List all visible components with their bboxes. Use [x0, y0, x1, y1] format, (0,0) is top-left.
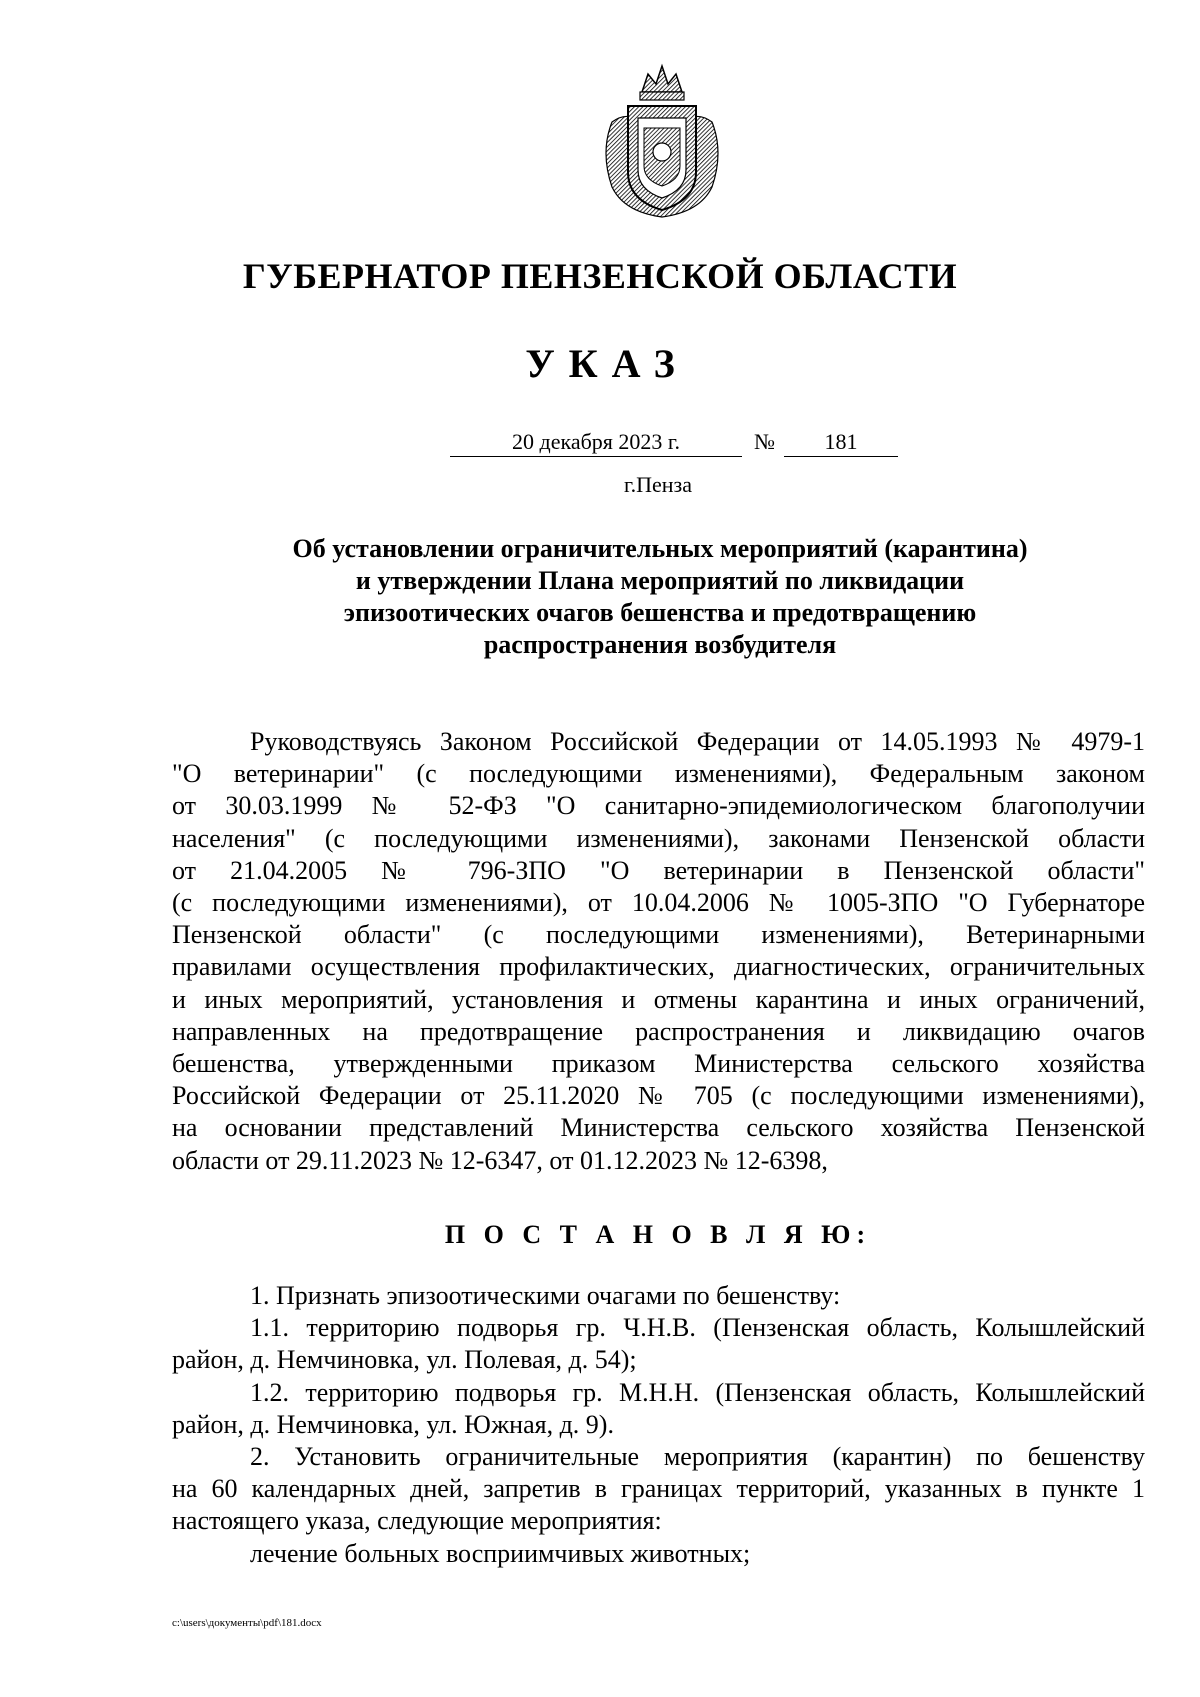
item-line: 1.2. территорию подворья гр. М.Н.Н. (Пензенская область, Колышлейский — [250, 1377, 1145, 1407]
coat-of-arms-emblem — [598, 62, 726, 220]
text-line: "О ветеринарии" (с последующими изменениями), Федеральным законом — [172, 759, 1145, 789]
item-line: район, д. Немчиновка, ул. Южная, д. 9). — [172, 1409, 614, 1439]
resolve-heading: П О С Т А Н О В Л Я Ю: — [444, 1220, 872, 1249]
text-line: на основании представлений Министерства сельского хозяйства Пензенской — [172, 1113, 1145, 1143]
document-type-title: УКАЗ — [525, 341, 689, 386]
text-line: от 21.04.2005 № 796-ЗПО "О ветеринарии в Пензенской области" — [172, 855, 1145, 885]
text-line: Российской Федерации от 25.11.2020 № 705 (с последующими изменениями), — [172, 1081, 1145, 1111]
item-line: 1. Признать эпизоотическими очагами по бешенству: — [250, 1281, 841, 1310]
subject-line: эпизоотических очагов бешенства и предотвращению — [343, 598, 977, 627]
text-line: (с последующими изменениями), от 10.04.2006 № 1005-ЗПО "О Губернаторе — [172, 888, 1145, 918]
decree-subject — [200, 533, 1120, 661]
issuing-authority: ГУБЕРНАТОР ПЕНЗЕНСКОЙ ОБЛАСТИ — [242, 256, 958, 296]
text-line: и иных мероприятий, установления и отмены карантина и иных ограничений, — [172, 984, 1145, 1014]
item-line: на 60 календарных дней, запретив в границах территорий, указанных в пункте 1 — [172, 1474, 1145, 1504]
item-line: настоящего указа, следующие мероприятия: — [172, 1506, 662, 1536]
decree-number: 181 — [784, 428, 898, 457]
text-line: Руководствуясь Законом Российской Федерации от 14.05.1993 № 4979-1 — [250, 727, 1145, 756]
text-line: бешенства, утвержденными приказом Министерства сельского хозяйства — [172, 1049, 1145, 1079]
text-line: области от 29.11.2023 № 12-6347, от 01.12.2023 № 12-6398, — [172, 1145, 828, 1175]
text-line: правилами осуществления профилактических, диагностических, ограничительных — [172, 952, 1145, 982]
city: г.Пенза — [624, 472, 692, 497]
text-line: от 30.03.1999 № 52-ФЗ "О санитарно-эпидемиологическом благополучии — [172, 791, 1145, 821]
preamble-paragraph — [172, 726, 1145, 1177]
subject-line: Об установлении ограничительных мероприятий (карантина) — [292, 534, 1028, 563]
decree-date: 20 декабря 2023 г. — [450, 428, 742, 457]
number-sign: № — [754, 429, 775, 454]
decree-items — [172, 1280, 1145, 1570]
text-line: Пензенской области" (с последующими изменениями), Ветеринарными — [172, 920, 1145, 950]
item-line: лечение больных восприимчивых животных; — [250, 1538, 751, 1568]
item-line: 2. Установить ограничительные мероприятия (карантин) по бешенству — [250, 1442, 1145, 1472]
item-line: 1.1. территорию подворья гр. Ч.Н.В. (Пензенская область, Колышлейский — [250, 1313, 1145, 1343]
item-line: район, д. Немчиновка, ул. Полевая, д. 54); — [172, 1345, 637, 1375]
file-path-footer: c:\users\документы\pdf\181.docx — [172, 1617, 322, 1629]
text-line: направленных на предотвращение распространения и ликвидацию очагов — [172, 1016, 1145, 1046]
subject-line: распространения возбудителя — [483, 630, 837, 659]
text-line: населения" (с последующими изменениями), законами Пензенской области — [172, 823, 1145, 853]
subject-line: и утверждении Плана мероприятий по ликвидации — [355, 566, 965, 595]
